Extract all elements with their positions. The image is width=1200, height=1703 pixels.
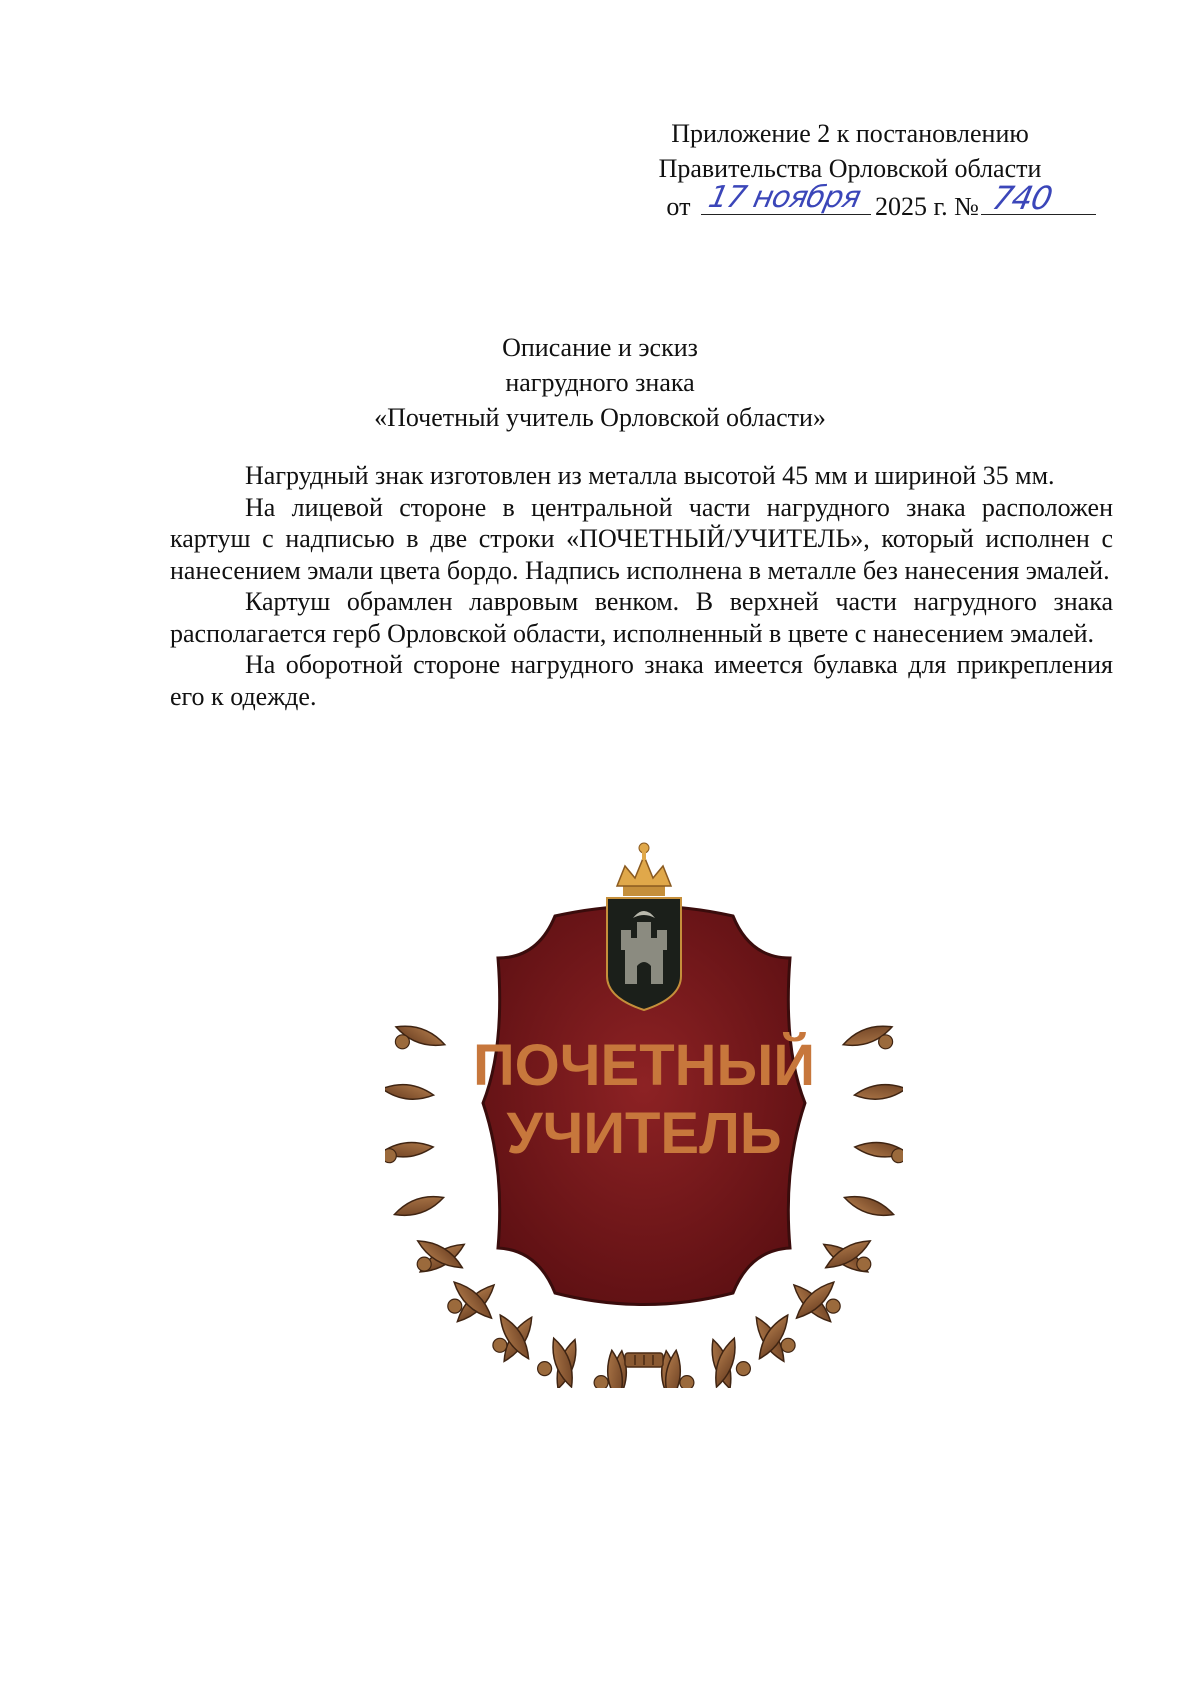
date-blank [701, 180, 871, 215]
description-body [170, 460, 1113, 712]
laurel-berry [879, 1035, 893, 1049]
laurel-berry [493, 1338, 507, 1352]
laurel-leaf [392, 1191, 446, 1221]
year-text: 2025 г. № [874, 192, 979, 221]
laurel-berry [538, 1362, 552, 1376]
title-line-2: нагрудного знака [505, 368, 695, 397]
laurel-berry [417, 1257, 431, 1271]
laurel-berry [385, 1149, 396, 1163]
laurel-leaf [842, 1191, 896, 1221]
laurel-berry [781, 1338, 795, 1352]
title-line-3: «Почетный учитель Орловской области» [374, 403, 826, 432]
laurel-berry [680, 1376, 694, 1388]
handwritten-date: 17 ноября [705, 180, 864, 215]
laurel-berry [857, 1257, 871, 1271]
laurel-berry [736, 1362, 750, 1376]
laurel-leaf [854, 1082, 903, 1102]
header-line-1: Приложение 2 к постановлению [671, 119, 1029, 148]
crown-icon [617, 843, 671, 896]
laurel-leaf [385, 1082, 434, 1102]
document-title [0, 330, 1200, 435]
date-prefix: от [666, 192, 691, 221]
badge-line-2: УЧИТЕЛЬ [506, 1101, 782, 1166]
number-blank [981, 179, 1096, 217]
title-line-1: Описание и эскиз [502, 333, 698, 362]
header-line-2: Правительства Орловской области [658, 154, 1042, 183]
handwritten-number: 740 [988, 179, 1056, 217]
badge-line-1: ПОЧЕТНЫЙ [472, 1033, 816, 1098]
paragraph: Картуш обрамлен лавровым венком. В верхней части нагрудного знака располагается герб Орловской области, исполненный в цвете с нанесением эмалей. [170, 587, 1113, 648]
ribbon-knot [625, 1353, 663, 1367]
paragraph: Нагрудный знак изготовлен из металла высотой 45 мм и шириной 35 мм. [245, 461, 1055, 490]
appendix-header [600, 116, 1100, 224]
laurel-berry [892, 1149, 903, 1163]
laurel-berry [395, 1035, 409, 1049]
paragraph: На оборотной стороне нагрудного знака имеется булавка для прикрепления его к одежде. [170, 650, 1113, 711]
badge-sketch [385, 838, 903, 1388]
date-line [600, 179, 1100, 224]
paragraph: На лицевой стороне в центральной части нагрудного знака расположен картуш с надписью в две строки «ПОЧЕТНЫЙ/УЧИТЕЛЬ», который исполнен с нанесением эмали цвета бордо. Надпись исполнена в металле без нанесения эмалей. [170, 492, 1113, 585]
laurel-berry [826, 1299, 840, 1313]
orel-coat-of-arms-icon [607, 898, 681, 1010]
laurel-berry [594, 1376, 608, 1388]
laurel-berry [448, 1299, 462, 1313]
